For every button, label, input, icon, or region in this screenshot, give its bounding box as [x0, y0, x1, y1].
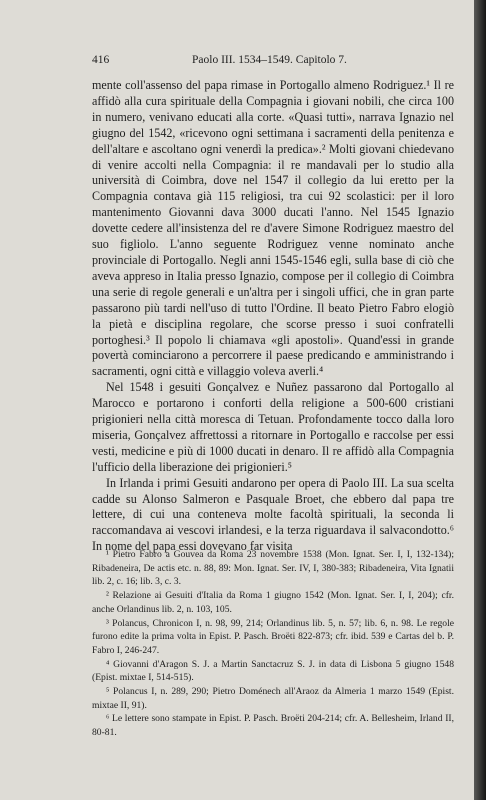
footnote-6: ⁶ Le lettere sono stampate in Epist. P. Pasch. Broëti 204-214; cfr. A. Bellesheim, Irland II, 80-81.: [92, 713, 454, 739]
page-number: 416: [92, 54, 110, 66]
footnote-3: ³ Polancus, Chronicon I, n. 98, 99, 214; Orlandinus lib. 5, n. 57; lib. 6, n. 98. Le regole furono edite la prima volta in Epist. P. Pasch. Broëti 822-873; cfr. ibid. 539 e Cartas del b. P. Fabro I, 246-247.: [92, 617, 454, 656]
footnotes: [92, 548, 454, 740]
paragraph-2: Nel 1548 i gesuiti Gonçalvez e Nuñez passarono dal Portogallo al Marocco e portarono i conforti della religione a 500-600 cristiani prigionieri nella città moresca di Tetuan. Profondamente tocco dalla loro miseria, Gonçalvez affrettossi a ritornare in Portogallo e raccolse per essi vesti, medicine e più di 1000 ducati in denaro. Il re affidò alla Compagnia l'ufficio della liberazione dei prigionieri.⁵: [92, 380, 454, 474]
paragraph-1: mente coll'assenso del papa rimase in Portogallo almeno Rodriguez.¹ Il re affidò alla cura spirituale della Compagnia i giovani nobili, che circa 100 in numero, venivano educati alla corte. «Quasi tutti», narrava Ignazio nel giugno del 1542, «ricevono ogni settimana i sacramenti della penitenza e dell'altare e ascoltano ogni venerdì la predica».² Molti giovani chiedevano di venire accolti nella Compagnia: il re mandavali per lo studio alla università di Coimbra, dove nel 1547 il collegio da lui eretto per la Compagnia contava già 115 religiosi, tra cui 92 scolastici: per il loro mantenimento Giovanni dava 3000 ducati l'anno. Nel 1545 Ignazio dovette cedere all'insistenza del re d'avere Simone Rodriguez maestro del suo figliolo. L'anno seguente Rodriguez venne nominato anche provinciale di Portogallo. Negli anni 1545-1546 egli, sulla base di ciò che aveva appreso in Italia presso Ignazio, compose per il collegio di Coimbra una serie di regole generali e un'altra per i singoli uffici, che in gran parte passarono più tardi nell'uso di tutto l'Ordine. Il beato Pietro Fabro elogiò la pietà e disciplina regolare, che scorse presso i suoi confratelli portoghesi.³ Il popolo li chiamava «gli apostoli». Quand'essi in grande povertà cominciarono a percorrere il paese predicando e amministrando i sacramenti, ogni città e villaggio voleva averli.⁴: [92, 78, 454, 379]
paragraph-3: In Irlanda i primi Gesuiti andarono per opera di Paolo III. La sua scelta cadde su Alonso Salmeron e Pasquale Broet, che ebbero dal papa tre lettere, di cui una conteneva molte facoltà spirituali, la seconda li raccomandava ai vescovi irlandesi, e la terza riguardava il salvacondotto.⁶ In nome del papa essi dovevano far visita: [92, 475, 454, 554]
running-head: Paolo III. 1534–1549. Capitolo 7.: [192, 54, 347, 66]
footnote-5: ⁵ Polancus I, n. 289, 290; Pietro Doménech all'Araoz da Almeria 1 marzo 1549 (Epist. mixtae II, 91).: [92, 686, 454, 711]
footnote-4: ⁴ Giovanni d'Aragon S. J. a Martin Sanctacruz S. J. in data di Lisbona 5 giugno 1548 (Epist. mixtae I, 514-515).: [92, 658, 454, 684]
page-header: [92, 54, 454, 68]
footnote-1: ¹ Pietro Fabro a Gouvea da Roma 23 novembre 1538 (Mon. Ignat. Ser. I, I, 132-134); Ribadeneira, De actis etc. n. 88, 89: Mon. Ignat. Ser. IV, I, 380-383; Ribadeneira, Vita Ignatii lib. 2, c. 16; lib. 3, c. 3.: [92, 549, 454, 588]
body-text: [92, 78, 454, 555]
book-spine-shadow: [474, 0, 486, 800]
footnote-2: ² Relazione ai Gesuiti d'Italia da Roma 1 giugno 1542 (Mon. Ignat. Ser. I, I, 204); cfr. anche Orlandinus lib. 2, n. 103, 105.: [92, 590, 454, 615]
